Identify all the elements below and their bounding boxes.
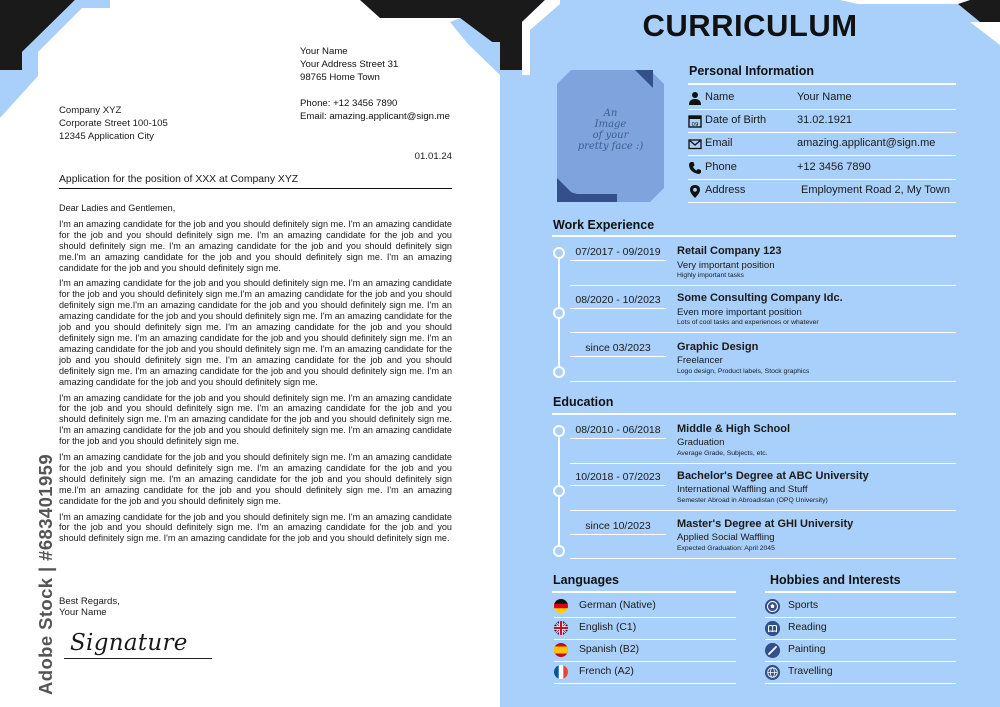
signature: Signature [70, 630, 188, 656]
closing-phrase: Best Regards, [59, 596, 120, 607]
closing-name: Your Name [59, 607, 107, 618]
sender-city: 98765 Home Town [300, 72, 380, 83]
language-item: French (A2) [554, 663, 736, 684]
divider [552, 413, 956, 415]
calendar-icon [688, 114, 702, 128]
letter-body [59, 203, 452, 549]
divider [552, 591, 736, 593]
paintbrush-icon [765, 643, 780, 658]
work-item-position: Even more important position [677, 307, 802, 318]
work-item-title: Graphic Design [677, 341, 759, 353]
divider [570, 381, 956, 382]
work-item-date: 08/2020 - 10/2023 [570, 294, 666, 309]
divider [570, 463, 956, 464]
hobbies-heading: Hobbies and Interests [770, 573, 901, 587]
body-paragraph: I'm an amazing candidate for the job and you should definitely sign me. I'm an amazing candidate for the job and you should definitely sign me. I'm an amazing candidate for the job and you should definitely sign me. I'm an amazing candidate for the job and you should definitely sign me. [59, 511, 452, 544]
education-item-detail: Average Grade, Subjects, etc. [677, 450, 768, 457]
france-flag-icon [554, 665, 568, 679]
timeline-dot [553, 425, 565, 437]
letter-date: 01.01.24 [414, 151, 452, 162]
sender-email: Email: amazing.applicant@sign.me [300, 111, 450, 122]
phone-icon [688, 161, 702, 175]
work-item-position: Freelancer [677, 355, 723, 366]
sender-phone: Phone: +12 3456 7890 [300, 98, 398, 109]
body-paragraph: I'm an amazing candidate for the job and you should definitely sign me. I'm an amazing candidate for the job and you should definitely sign me. I'm an amazing candidate for the job and you should definitely sign me. I'm an amazing candidate for the job and you should definitely sign me. I'm an amazing candidate for the job and you should definitely sign me. I'm an amazing candidate for the job and you should definitely sign me. [59, 392, 452, 447]
person-icon [688, 91, 702, 105]
svg-text:09: 09 [691, 122, 699, 128]
body-paragraph: I'm an amazing candidate for the job and you should definitely sign me. I'm an amazing candidate for the job and you should definitely sign me. I'm an amazing candidate for the job and you should definitely sign me. I'm an amazing candidate for the job and you should definitely sign me.I'm an amazing candidate for the job and you should definitely sign me. I'm an amazing candidate for the job and you should definitely sign me. [59, 452, 452, 506]
sender-name: Your Name [300, 46, 348, 57]
education-item-subtitle: International Waffling and Stuff [677, 484, 808, 495]
personal-info-heading: Personal Information [689, 64, 815, 78]
personal-row-phone: Phone +12 3456 7890 [688, 158, 956, 180]
hobby-item: Sports [765, 597, 956, 618]
work-item-detail: Highly important tasks [677, 272, 744, 279]
stock-watermark-label: Adobe Stock | #683401959 [35, 453, 56, 695]
language-item: German (Native) [554, 597, 736, 618]
photo-placeholder-text: An Image of your pretty face :) [577, 108, 644, 152]
recipient-street: Corporate Street 100-105 [59, 118, 168, 129]
education-heading: Education [553, 395, 614, 409]
work-item-date: since 03/2023 [570, 342, 666, 357]
timeline-dot [553, 366, 565, 378]
location-pin-icon [688, 184, 702, 198]
divider [570, 558, 956, 559]
body-paragraph: I'm an amazing candidate for the job and you should definitely sign me. I'm an amazing candidate for the job and you should definitely sign me. I'm an amazing candidate for the job and you should definitely sign me. I'm an amazing candidate for the job and you should definitely sign me.I'm an amazing candidate for the job and you should definitely sign me. I'm an amazing candidate for the job and you should definitely sign me. [59, 218, 452, 273]
divider [570, 285, 956, 286]
divider [570, 332, 956, 333]
football-icon [765, 599, 780, 614]
education-item-detail: Expected Graduation: April 2045 [677, 545, 775, 552]
language-item: Spanish (B2) [554, 641, 736, 662]
divider [688, 83, 956, 85]
sender-street: Your Address Street 31 [300, 59, 399, 70]
divider [765, 591, 956, 593]
timeline-dot [553, 545, 565, 557]
personal-row-name: Name Your Name [688, 88, 956, 110]
cv-page [500, 0, 1000, 707]
salutation: Dear Ladies and Gentlemen, [59, 203, 176, 213]
work-item-detail: Logo design, Product labels, Stock graphics [677, 368, 810, 375]
closing-block [59, 596, 120, 618]
personal-row-birth: 09 Date of Birth 31.02.1921 [688, 111, 956, 133]
work-item-title: Some Consulting Company Idc. [677, 292, 843, 304]
hobby-item: Reading [765, 619, 956, 640]
personal-row-address: Address Employment Road 2, My Town [688, 181, 958, 203]
education-item-date: since 10/2023 [570, 520, 666, 535]
education-item-subtitle: Applied Social Waffling [677, 532, 775, 543]
education-item-date: 08/2010 - 06/2018 [570, 424, 666, 439]
germany-flag-icon [554, 599, 568, 613]
education-item-title: Bachelor's Degree at ABC University [677, 470, 869, 482]
uk-flag-icon [554, 621, 568, 635]
language-item: English (C1) [554, 619, 736, 640]
hobby-item: Painting [765, 641, 956, 662]
letter-subject: Application for the position of XXX at Company XYZ [59, 174, 452, 189]
recipient-address-block [59, 104, 168, 143]
timeline-dot [553, 307, 565, 319]
signature-line [64, 658, 212, 659]
work-item-detail: Lots of cool tasks and experiences or whatever [677, 319, 819, 326]
education-item-subtitle: Graduation [677, 437, 725, 448]
timeline-dot [553, 247, 565, 259]
corner-decoration-top-left [0, 0, 110, 120]
education-item-detail: Semester Abroad in Abroadistan (OPQ University) [677, 497, 828, 504]
sender-address-block [300, 45, 450, 123]
book-icon [765, 621, 780, 636]
recipient-city: 12345 Application City [59, 131, 154, 142]
mail-icon [688, 137, 702, 151]
work-experience-heading: Work Experience [553, 218, 655, 232]
spain-flag-icon [554, 643, 568, 657]
education-item-title: Middle & High School [677, 423, 791, 435]
work-item-title: Retail Company 123 [677, 245, 782, 257]
body-paragraph: I'm an amazing candidate for the job and you should definitely sign me. I'm an amazing candidate for the job and you should definitely sign me.I'm an amazing candidate for the job and you should definitely sign me.I'm an amazing candidate for the job and you should definitely sign me. I'm an amazing candidate for the job and you should definitely sign me. I'm an amazing candidate for the job and you should definitely sign me. I'm an amazing candidate for the job and you should definitely sign me. I'm an amazing candidate for the job and you should definitely sign me. I'm an amazing candidate for the job and you should definitely sign me. I'm an amazing candidate for the job and you should definitely sign me. I'm an amazing candidate for the job and you should definitely sign me. I'm an amazing candidate for the job and you should definitely sign me. I'm an amazing candidate for the job and you should definitely sign me. [59, 278, 453, 387]
cv-title: CURRICULUM [642, 8, 858, 43]
globe-icon [765, 665, 780, 680]
work-item-date: 07/2017 - 09/2019 [570, 246, 666, 261]
work-item-position: Very important position [677, 260, 775, 271]
education-item-title: Master's Degree at GHI University [677, 518, 854, 530]
divider [552, 235, 956, 237]
divider [570, 510, 956, 511]
recipient-company: Company XYZ [59, 105, 122, 116]
hobby-item: Travelling [765, 663, 956, 684]
education-item-date: 10/2018 - 07/2023 [570, 471, 666, 486]
timeline-dot [553, 485, 565, 497]
personal-row-email: Email amazing.applicant@sign.me [688, 134, 956, 156]
languages-heading: Languages [553, 573, 619, 587]
